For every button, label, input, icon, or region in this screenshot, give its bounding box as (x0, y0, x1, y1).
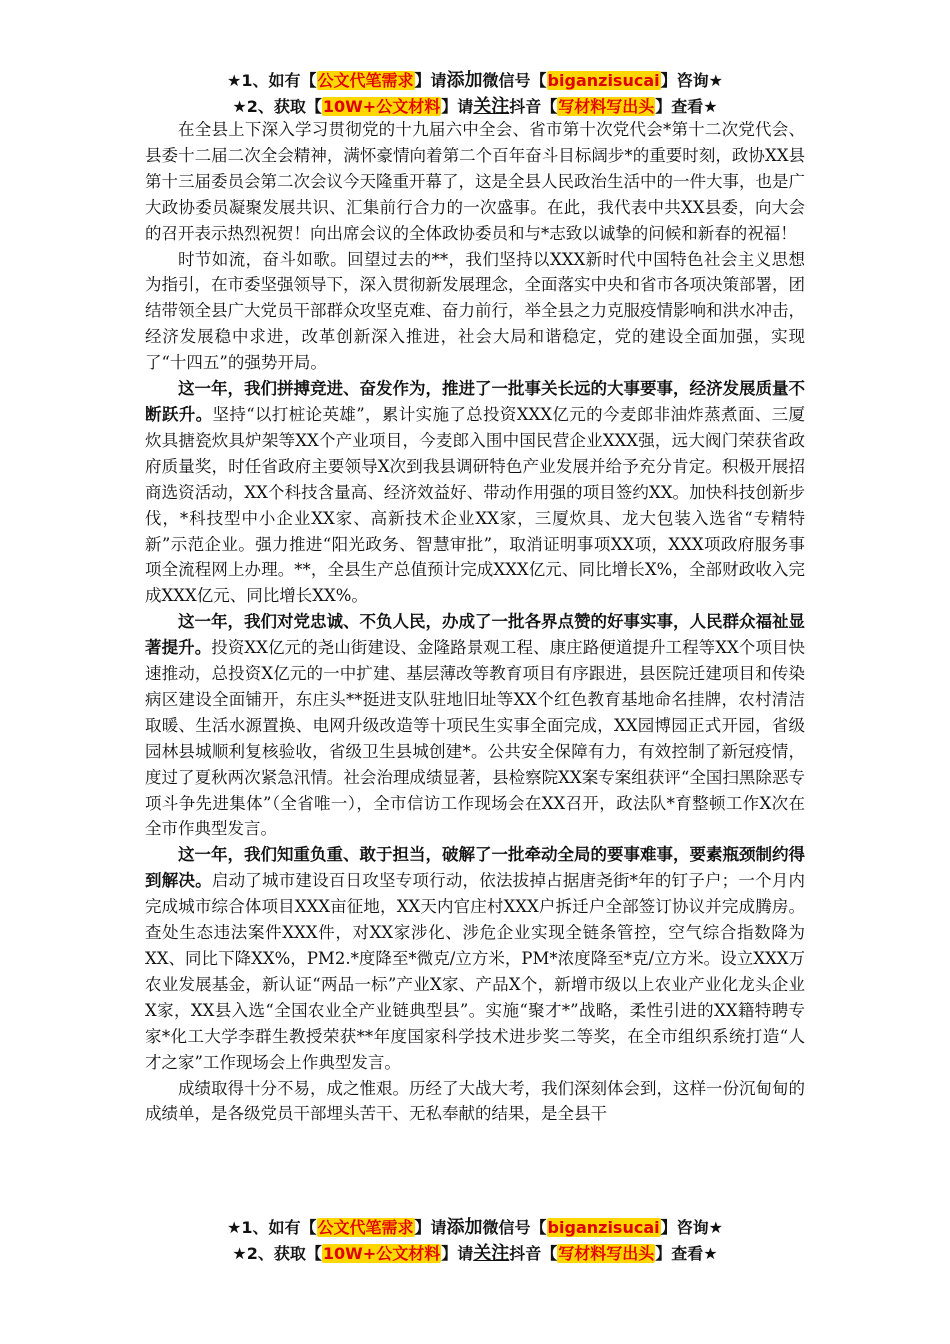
banner-text: 抖音【 (509, 97, 558, 116)
highlight-douyin-account: 写材料写出头 (558, 1244, 655, 1263)
highlight-ghostwriting: 公文代笔需求 (317, 1218, 414, 1237)
paragraph-text: 成绩取得十分不易，成之惟艰。历经了大战大考，我们深刻体会到，这样一份沉甸甸的成绩单，是各级党员干部埋头苦干、无私奉献的结果，是全县干 (145, 1078, 805, 1124)
banner-text: 】咨询★ (660, 1218, 723, 1237)
banner-text: ★2、获取【 (232, 97, 322, 116)
paragraph-text: 坚持“以打桩论英雄”，累计实施了总投资XXX亿元的今麦郎非油炸蒸煮面、三厦炊具搪瓷炊具炉架等XX个产业项目，今麦郎入围中国民营企业XXX强，远大阀门荣获省政府质量奖，时任省政府主要领导X次到我县调研特色产业发展并给予充分肯定。积极开展招商选资活动，XX个科技含量高、经济效益好、带动作用强的项目签约XX。加快科技创新步伐，*科技型中小企业XX家、高新技术企业XX家，三厦炊具、龙大包装入选省“专精特新”示范企业。强力推进“阳光政务、智慧审批”，取消证明事项XX项，XXX项政府服务事项全流程网上办理。**，全县生产总值预计完成XXX亿元、同比增长X%，全部财政收入完成XXX亿元、同比增长XX%。 (145, 404, 805, 606)
banner-text: 】请 (414, 1218, 447, 1237)
banner-text: 】请 (441, 97, 474, 116)
paragraph-text: 投资XX亿元的尧山街建设、金隆路景观工程、康庄路便道提升工程等XX个项目快速推动，总投资X亿元的一中扩建、基层薄改等教育项目有序跟进，县医院迁建项目和传染病区建设全面铺开，东庄头**挺进支队驻地旧址等XX个红色教育基地命名挂牌，农村清洁取暖、生活水源置换、电网升级改造等十项民生实事全面完成，XX园博园正式开园，省级园林县城顺利复核验收，省级卫生县城创建*。公共安全保障有力，有效控制了新冠疫情，度过了夏秋两次紧急汛情。社会治理成绩显著，县检察院XX案专案组获评“全国扫黑除恶专项斗争先进集体”（全省唯一），全市信访工作现场会在XX召开，政法队*育整顿工作X次在全市作典型发言。 (145, 638, 805, 839)
paragraph-text: 时节如流，奋斗如歌。回望过去的**，我们坚持以XXX新时代中国特色社会主义思想为指引，在市委坚强领导下，深入贯彻新发展理念，全面落实中央和省市各项决策部署，团结带领全县广大党员干部群众攻坚克难、奋力前行，举全县之力克服疫情影响和洪水冲击，经济发展稳中求进，改革创新深入推进，社会大局和谐稳定，党的建设全面加强，实现了“十四五”的强势开局。 (145, 249, 805, 373)
banner-text: 】查看★ (655, 97, 718, 116)
paragraph-lead: 这一年，我们拼搏竞进、奋发作为，推进了一批事关长远的大事要事，经济发展质量不断跃升。 (145, 379, 805, 424)
highlight-materials: 10W+公文材料 (322, 1244, 441, 1263)
banner-line-1 (0, 68, 950, 94)
paragraph-text: 启动了城市建设百日攻坚专项行动，依法拔掉占据唐尧街*年的钉子户；一个月内完成城市综合体项目XXX亩征地，XX天内官庄村XXX户拆迁户全部签订协议并完成腾房。查处生态违法案件XXX件，对XX家涉化、涉危企业实现全链条管控，空气综合指数降为XX、同比下降XX%，PM2.*度降至*微克/立方米，PM*浓度降至*克/立方米。设立XXX万农业发展基金，新认证“两品一标”产业X家、产品X个，新增市级以上农业产业化龙头企业X家，XX县入选“全国农业全产业链典型县”。实施“聚才*”战略，柔性引进的XX籍特聘专家*化工大学李群生教授荣获**年度国家科学技术进步奖二等奖，在全市组织系统打造“人才之家”工作现场会上作典型发言。 (145, 871, 806, 1072)
highlight-douyin-account: 写材料写出头 (558, 97, 655, 116)
paragraph-lead: 这一年，我们知重负重、敢于担当，破解了一批牵动全局的要事难事，要素瓶颈制约得到解决。 (145, 845, 805, 891)
banner-text: 】查看★ (655, 1244, 718, 1263)
header-banner (0, 68, 950, 120)
document-body (145, 117, 805, 1127)
banner-text: ★2、获取【 (232, 1244, 322, 1263)
banner-emphasis: 添加 (446, 1217, 483, 1238)
paragraph-lead: 这一年，我们对党忠诚、不负人民，办成了一批各界点赞的好事实事，人民群众福祉显著提升。 (145, 612, 805, 658)
banner-emphasis: 添加 (446, 70, 483, 91)
banner-text: 微信号【 (482, 1218, 547, 1237)
banner-line-1 (0, 1215, 950, 1241)
paragraph-4 (145, 609, 805, 842)
banner-text: 】咨询★ (660, 71, 723, 90)
highlight-materials: 10W+公文材料 (322, 97, 441, 116)
banner-text: ★1、如有【 (227, 1218, 317, 1237)
highlight-wechat-id: biganzisucai (547, 1218, 660, 1237)
highlight-ghostwriting: 公文代笔需求 (317, 71, 414, 90)
highlight-wechat-id: biganzisucai (547, 71, 660, 90)
banner-text: ★1、如有【 (227, 71, 317, 90)
paragraph-5 (145, 842, 805, 1075)
footer-banner (0, 1215, 950, 1267)
paragraph-2 (145, 247, 805, 377)
banner-emphasis: 关注 (473, 96, 510, 117)
banner-line-2 (0, 1241, 950, 1267)
paragraph-text: 在全县上下深入学习贯彻党的十九届六中全会、省市第十次党代会*第十二次党代会、县委十二届二次全会精神，满怀豪情向着第二个百年奋斗目标阔步*的重要时刻，政协XX县第十三届委员会第二次会议今天隆重开幕了，这是全县人民政治生活中的一件大事，也是广大政协委员凝聚发展共识、汇集前行合力的一次盛事。在此，我代表中共XX县委，向大会的召开表示热烈祝贺！向出席会议的全体政协委员和与*志致以诚挚的问候和新春的祝福！ (145, 120, 805, 243)
banner-text: 】请 (414, 71, 447, 90)
banner-text: 】请 (441, 1244, 474, 1263)
banner-text: 微信号【 (482, 71, 547, 90)
banner-emphasis: 关注 (473, 1243, 510, 1264)
banner-text: 抖音【 (509, 1244, 558, 1263)
paragraph-6 (145, 1076, 805, 1128)
paragraph-3 (145, 376, 805, 609)
paragraph-1 (145, 117, 805, 247)
